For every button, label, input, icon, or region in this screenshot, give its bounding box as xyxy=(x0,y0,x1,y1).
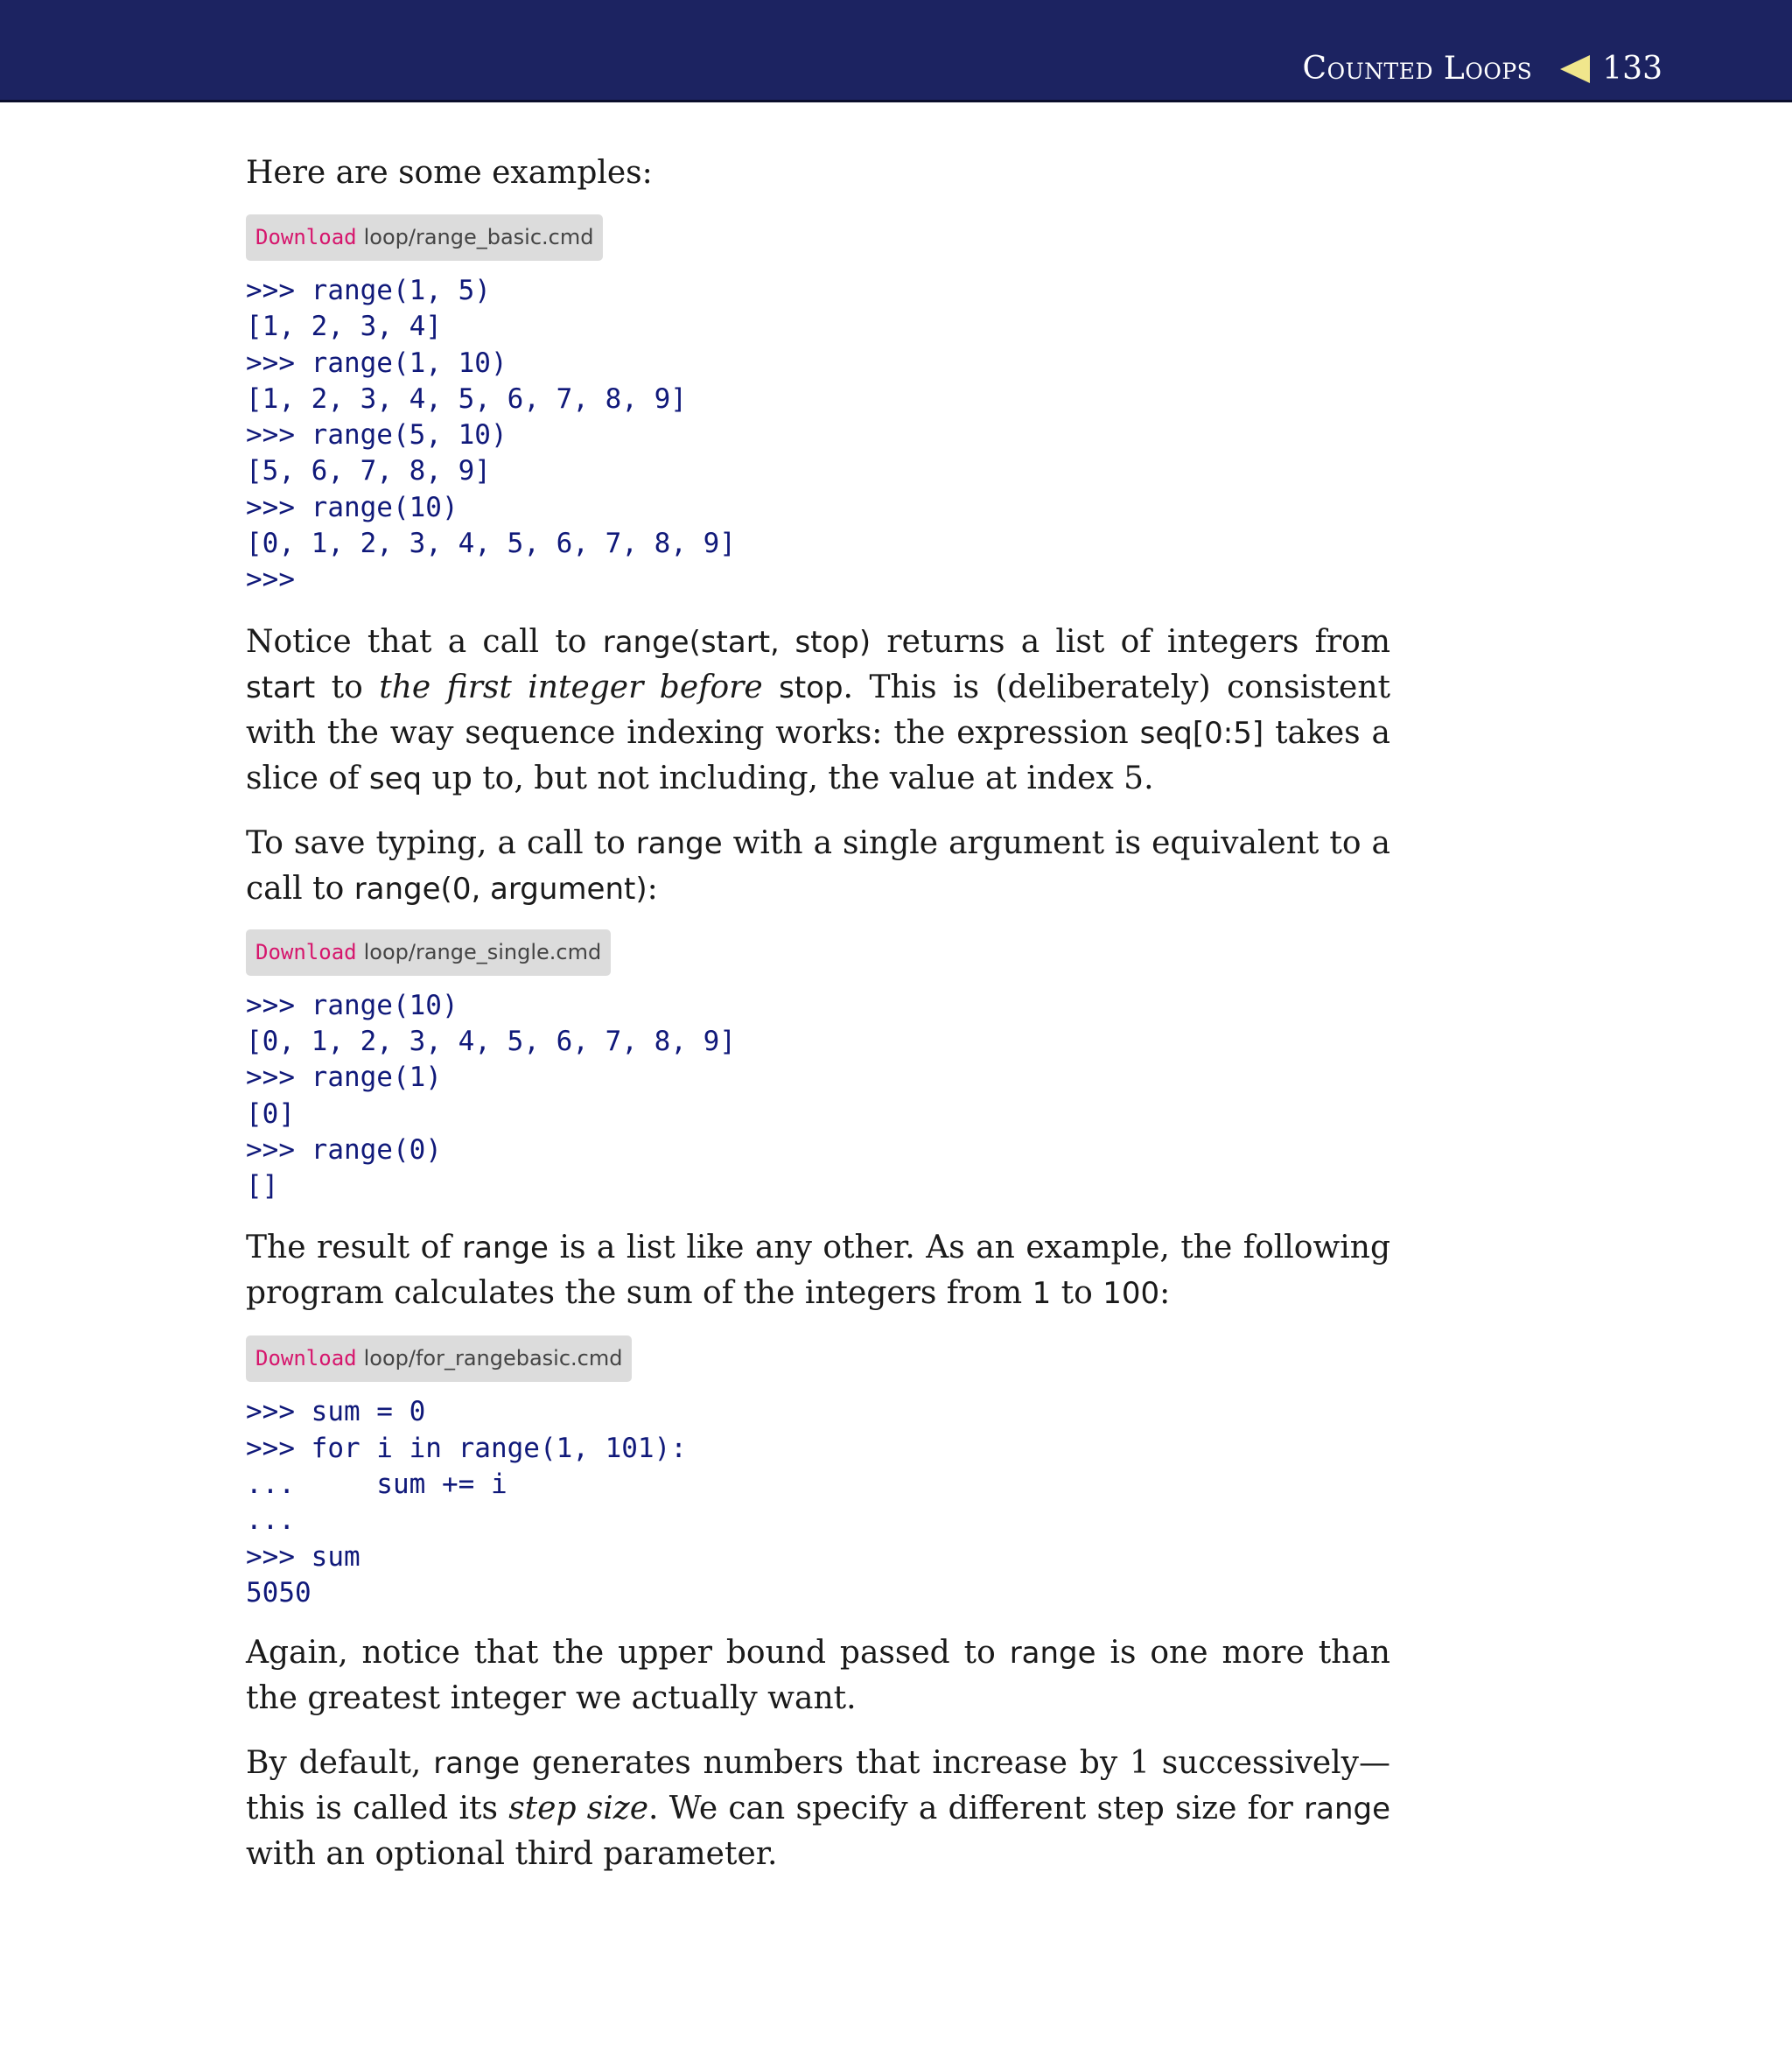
text: to xyxy=(315,669,380,705)
download-path: loop/for_rangebasic.cmd xyxy=(363,1346,623,1371)
text: with a single argument is equivalent to a call to xyxy=(246,824,1390,907)
text: By default, xyxy=(246,1745,434,1782)
text: takes a slice of xyxy=(246,714,1390,796)
text: To save typing, a call to xyxy=(246,824,636,861)
code-block-range-single: >>> range(10) [0, 1, 2, 3, 4, 5, 6, 7, 8, 9] >>> range(1) [0] >>> range(0) [] xyxy=(246,989,736,1202)
emphasis: the first integer before xyxy=(379,669,763,705)
page-header xyxy=(0,0,1792,102)
download-label: Download xyxy=(256,939,357,964)
text: Notice that a call to xyxy=(246,623,603,660)
text: Again, notice that the upper bound passed to xyxy=(246,1635,1010,1672)
text: generates numbers that increase by 1 successively—this is called its xyxy=(246,1745,1390,1827)
text: . This is (deliberately) consistent with the way sequence indexing works: the expression xyxy=(246,669,1391,751)
header-running-title-group xyxy=(1303,51,1662,87)
page-content xyxy=(246,151,1390,1877)
inline-code: seq[0:5] xyxy=(1139,715,1264,751)
text: is one more than the greatest integer we actually want. xyxy=(246,1635,1390,1717)
text: : xyxy=(1159,1275,1171,1312)
emphasis: step size xyxy=(508,1791,649,1827)
text: is a list like any other. As an example, the following program calculates the sum of the integers from xyxy=(246,1230,1391,1312)
download-label: Download xyxy=(256,225,357,249)
paragraph-range-single xyxy=(246,821,1390,912)
text: returns a list of integers from xyxy=(871,623,1390,660)
download-2 xyxy=(246,929,1390,976)
inline-code: seq xyxy=(368,761,423,796)
text: The result of xyxy=(246,1230,463,1266)
text: up to, but not including, the value at index 5. xyxy=(422,760,1154,796)
download-path: loop/range_basic.cmd xyxy=(363,225,594,249)
left-triangle-icon xyxy=(1560,55,1590,83)
download-path: loop/range_single.cmd xyxy=(363,939,602,964)
intro-paragraph: Here are some examples: xyxy=(246,155,653,191)
running-title: Counted Loops xyxy=(1302,51,1533,87)
code-block-range-basic: >>> range(1, 5) [1, 2, 3, 4] >>> range(1, 10) [1, 2, 3, 4, 5, 6, 7, 8, 9] >>> range(5, 10) [5, 6, 7, 8, 9] >>> range(10) [0, 1, 2, 3, 4, 5, 6, 7, 8, 9] >>> xyxy=(246,275,736,596)
inline-code: stop xyxy=(779,669,844,705)
download-3 xyxy=(246,1335,1390,1382)
download-link[interactable] xyxy=(246,1335,632,1382)
download-link[interactable] xyxy=(246,214,603,261)
text xyxy=(763,669,779,705)
inline-code: range xyxy=(1009,1636,1096,1672)
paragraph-upper-bound xyxy=(246,1630,1390,1721)
download-1 xyxy=(246,214,1390,261)
inline-code: range xyxy=(462,1230,549,1266)
text: to xyxy=(1051,1275,1103,1312)
inline-code: 1 xyxy=(1032,1276,1052,1312)
inline-code: range xyxy=(635,825,723,861)
paragraph-step-size xyxy=(246,1741,1390,1877)
inline-code: start xyxy=(246,669,316,705)
inline-code: range xyxy=(433,1746,521,1782)
inline-code: 100 xyxy=(1102,1276,1160,1312)
download-label: Download xyxy=(256,1346,357,1371)
code-block-for-range: >>> sum = 0 >>> for i in range(1, 101): ... sum += i ... >>> sum 5050 xyxy=(246,1396,687,1609)
text: : xyxy=(647,870,658,907)
paragraph-range-result xyxy=(246,1225,1390,1316)
page-number: 133 xyxy=(1602,51,1662,87)
paragraph-range-start-stop xyxy=(246,620,1390,802)
inline-code: range(start, stop) xyxy=(602,624,872,660)
inline-code: range(0, argument) xyxy=(354,871,648,907)
text: with an optional third parameter. xyxy=(246,1836,778,1873)
download-link[interactable] xyxy=(246,929,611,976)
text: . We can specify a different step size for xyxy=(648,1791,1305,1827)
inline-code: range xyxy=(1304,1791,1391,1827)
